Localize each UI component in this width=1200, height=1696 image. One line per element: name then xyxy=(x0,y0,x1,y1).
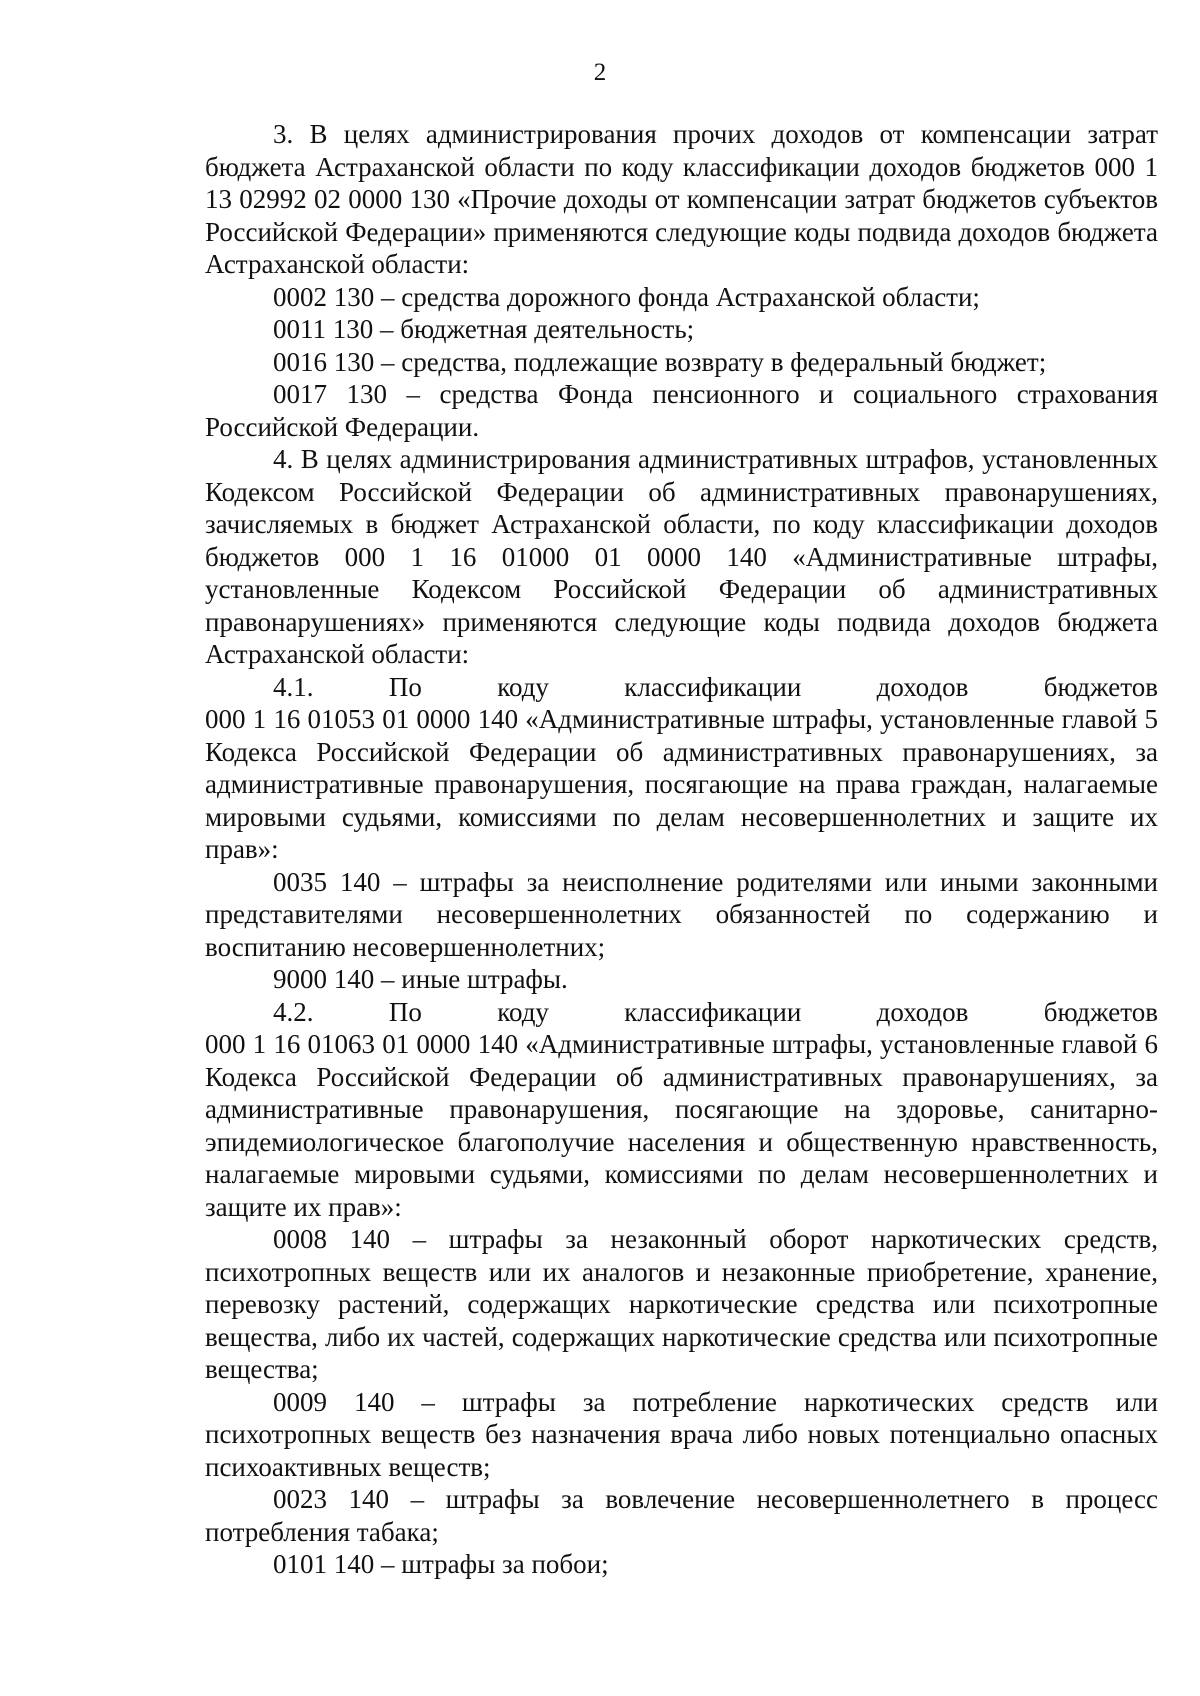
paragraph-3-intro: 3. В целях администрирования прочих доходов от компенсации затрат бюджета Астраханской области по коду классификации доходов бюджетов 000 1 13 02992 02 0000 130 «Прочие доходы от компенсации затрат бюджетов субъектов Российской Федерации» применяются следующие коды подвида доходов бюджета Астраханской области: xyxy=(205,119,1158,279)
code-item-0023-140: 0023 140 – штрафы за вовлечение несовершеннолетнего в процесс потребления табака; xyxy=(205,1484,1158,1547)
page-number: 2 xyxy=(593,59,607,86)
code-item-9000-140: 9000 140 – иные штрафы. xyxy=(273,964,568,994)
code-item-0016-130: 0016 130 – средства, подлежащие возврату в федеральный бюджет; xyxy=(273,346,1047,377)
paragraph-4-intro: 4. В целях администрирования административных штрафов, установленных Кодексом Российской Федерации об административных правонарушениях, зачисляемых в бюджет Астраханской области, по коду классификации доходов бюджетов 000 1 16 01000 01 0000 140 «Административные штрафы, установленные Кодексом Российской Федерации об административных правонарушениях» применяются следующие коды подвида доходов бюджета Астраханской области: xyxy=(205,444,1158,669)
paragraph-4-1-heading: 4.1. По коду классификации доходов бюджетов xyxy=(273,671,1158,702)
paragraph-4-2-body: 000 1 16 01063 01 0000 140 «Административные штрафы, установленные главой 6 Кодекса Российской Федерации об административных правонарушениях, за административные правонарушения, посягающие на здоровье, санитарно-эпидемиологическое благополучие населения и общественную нравственность, налагаемые мировыми судьями, комиссиями по делам несовершеннолетних и защите их прав»: xyxy=(205,1029,1158,1222)
code-item-0009-140: 0009 140 – штрафы за потребление наркотических средств или психотропных веществ без назначения врача либо новых потенциально опасных психоактивных веществ; xyxy=(205,1386,1158,1482)
code-item-0017-130: 0017 130 – средства Фонда пенсионного и социального страхования Российской Федерации. xyxy=(205,379,1158,442)
code-item-0011-130: 0011 130 – бюджетная деятельность; xyxy=(273,314,695,344)
code-item-0002-130: 0002 130 – средства дорожного фонда Астраханской области; xyxy=(273,281,980,312)
code-item-0101-140: 0101 140 – штрафы за побои; xyxy=(273,1549,609,1579)
document-body xyxy=(205,118,1158,1581)
paragraph-4-1-body: 000 1 16 01053 01 0000 140 «Административные штрафы, установленные главой 5 Кодекса Российской Федерации об административных правонарушениях, за административные правонарушения, посягающие на права граждан, налагаемые мировыми судьями, комиссиями по делам несовершеннолетних и защите их прав»: xyxy=(205,704,1158,864)
code-item-0008-140: 0008 140 – штрафы за незаконный оборот наркотических средств, психотропных веществ или их аналогов и незаконные приобретение, хранение, перевозку растений, содержащих наркотические средства или психотропные вещества, либо их частей, содержащих наркотические средства или психотропные вещества; xyxy=(205,1224,1158,1384)
paragraph-4-2-heading: 4.2. По коду классификации доходов бюджетов xyxy=(273,996,1158,1027)
code-item-0035-140: 0035 140 – штрафы за неисполнение родителями или иными законными представителями несовершеннолетних обязанностей по содержанию и воспитанию несовершеннолетних; xyxy=(205,866,1158,962)
